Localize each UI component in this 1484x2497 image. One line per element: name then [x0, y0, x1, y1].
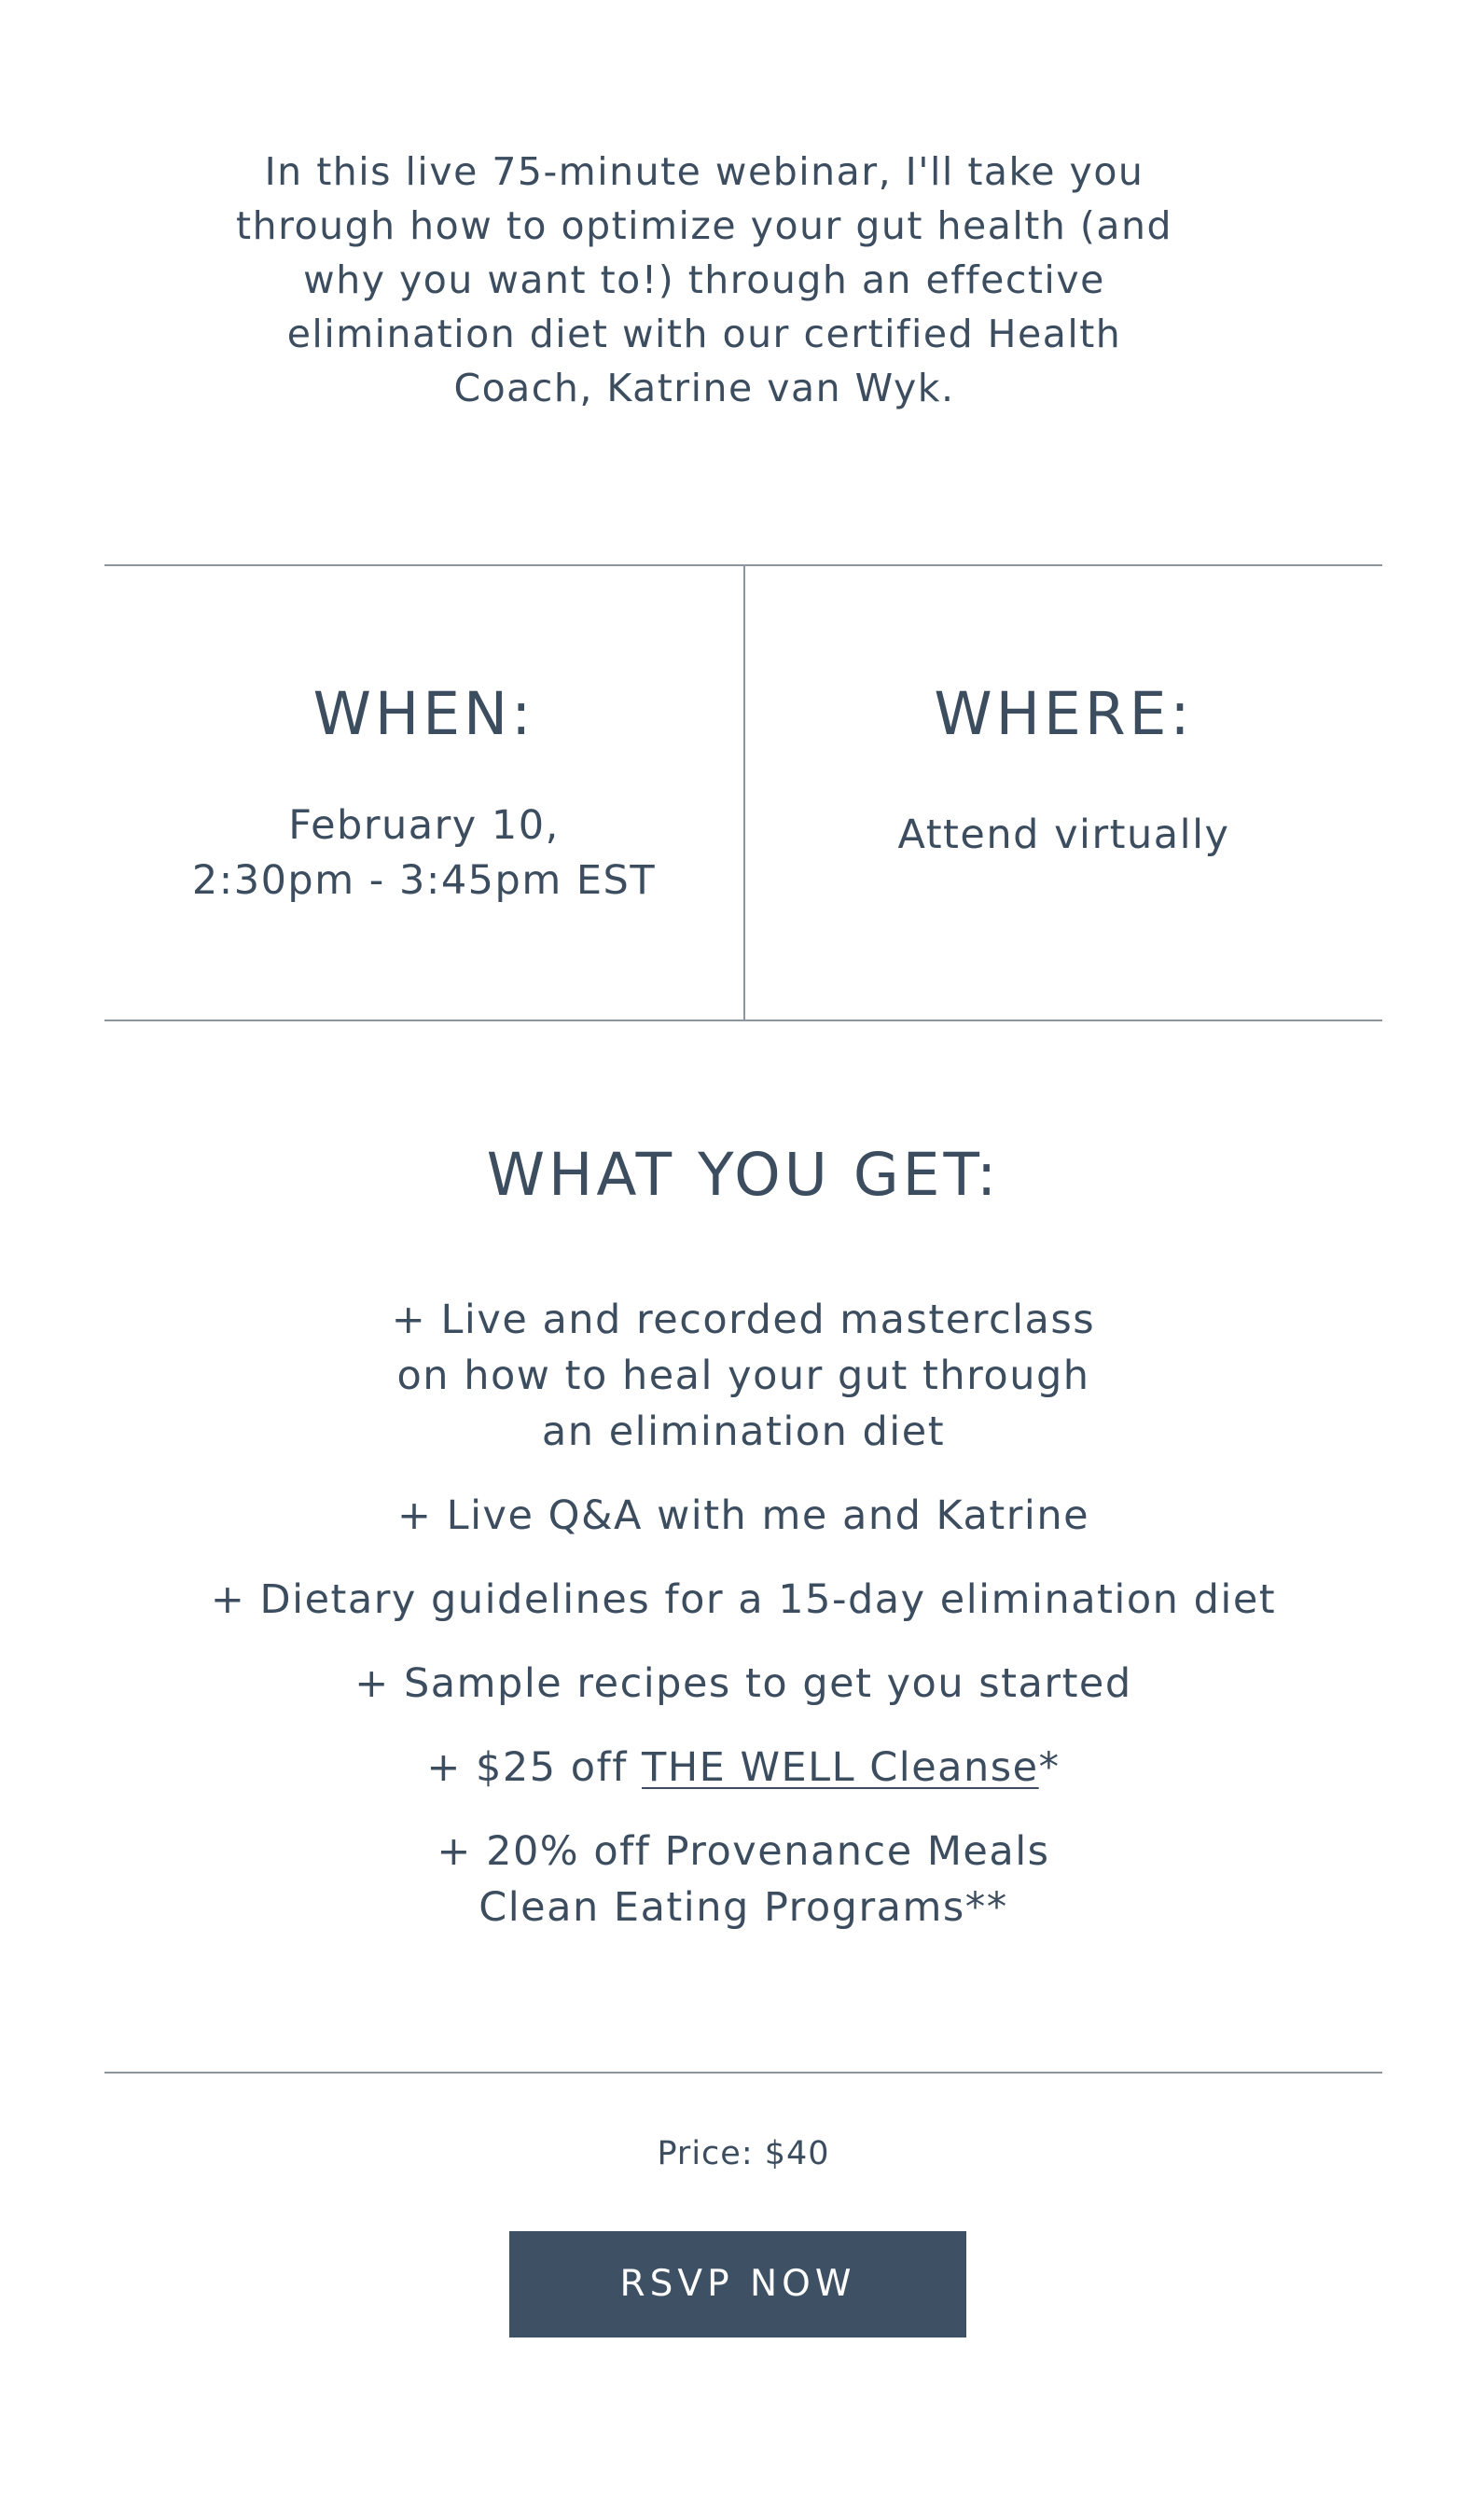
- intro-line: elimination diet with our certified Health: [286, 312, 1122, 356]
- intro-line: why you want to!) through an effective: [303, 257, 1105, 302]
- rsvp-button[interactable]: RSVP NOW: [509, 2231, 966, 2337]
- event-date: February 10,: [288, 802, 560, 849]
- what-you-get-heading: WHAT YOU GET:: [486, 1141, 1001, 1209]
- when-heading: WHEN:: [312, 680, 535, 748]
- benefit-line: an elimination diet: [541, 1408, 946, 1455]
- benefit-guidelines: + Dietary guidelines for a 15-day elimination diet: [210, 1576, 1277, 1623]
- intro-line: through how to optimize your gut health (and: [236, 203, 1172, 248]
- where-heading: WHERE:: [934, 680, 1194, 748]
- when-section: [104, 565, 743, 1020]
- benefit-qa: + Live Q&A with me and Katrine: [396, 1492, 1090, 1539]
- the-well-cleanse-link[interactable]: THE WELL Cleanse: [642, 1744, 1039, 1791]
- event-location: Attend virtually: [897, 812, 1230, 858]
- benefit-provenance-discount: [104, 1824, 1382, 1935]
- event-time: 2:30pm - 3:45pm EST: [191, 857, 657, 904]
- where-section: [745, 565, 1382, 1020]
- benefit-line: on how to heal your gut through: [396, 1353, 1090, 1399]
- intro-paragraph: [187, 145, 1222, 415]
- divider-bottom: [104, 2072, 1382, 2074]
- benefit-cleanse-discount: [104, 1740, 1382, 1796]
- benefit-line: Clean Eating Programs**: [478, 1884, 1008, 1931]
- price-label: Price: $40: [657, 2135, 830, 2172]
- benefit-recipes: + Sample recipes to get you started: [354, 1660, 1132, 1707]
- benefit-suffix: *: [1038, 1744, 1061, 1791]
- where-details: [745, 808, 1382, 863]
- divider-middle: [104, 1020, 1382, 1021]
- benefit-line: + Live and recorded masterclass: [391, 1297, 1096, 1343]
- benefit-masterclass: [104, 1292, 1382, 1460]
- intro-line: Coach, Katrine van Wyk.: [453, 366, 955, 410]
- benefit-prefix: + $25 off: [426, 1744, 643, 1791]
- intro-line: In this live 75-minute webinar, I'll take you: [264, 149, 1144, 194]
- benefit-line: + 20% off Provenance Meals: [437, 1828, 1050, 1875]
- when-details: [104, 798, 743, 909]
